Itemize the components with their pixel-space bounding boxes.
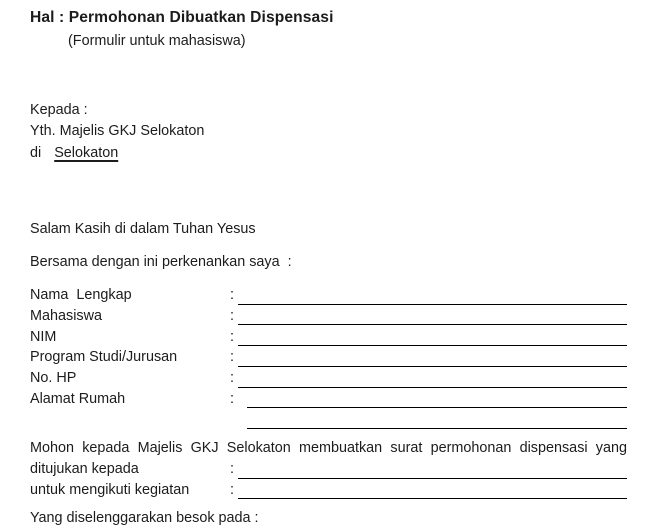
fill-in-line xyxy=(247,391,627,409)
fill-in-line xyxy=(238,329,627,347)
field-row-no-hp xyxy=(30,370,627,391)
field-colon: : xyxy=(230,370,234,387)
fill-in-line xyxy=(238,349,627,367)
field-colon: : xyxy=(230,328,234,345)
field-row-program-studi xyxy=(30,349,627,370)
intro-line: Bersama dengan ini perkenankan saya : xyxy=(30,254,292,270)
field-label: untuk mengikuti kegiatan xyxy=(30,481,190,498)
field-label: Mahasiswa xyxy=(30,307,102,324)
field-row-ditujukan-kepada xyxy=(30,461,627,482)
field-label: Alamat Rumah xyxy=(30,390,126,407)
fill-in-line xyxy=(238,482,627,500)
field-row-mahasiswa xyxy=(30,308,627,329)
field-colon: : xyxy=(230,481,234,498)
recipient-at-label: di xyxy=(30,144,42,161)
recipient-block xyxy=(30,100,204,164)
closing-line: Yang diselenggarakan besok pada : xyxy=(30,510,259,526)
identity-fields-block xyxy=(30,287,627,433)
field-row-alamat-rumah-continuation xyxy=(30,412,627,433)
field-label: Program Studi/Jurusan xyxy=(30,349,178,366)
recipient-salutation: Kepada : xyxy=(30,102,88,118)
field-label: NIM xyxy=(30,328,57,345)
recipient-location-line xyxy=(30,143,204,164)
field-row-untuk-mengikuti-kegiatan xyxy=(30,482,627,503)
subject-subtitle: (Formulir untuk mahasiswa) xyxy=(68,33,246,49)
request-fields-block xyxy=(30,461,627,503)
request-paragraph: Mohon kepada Majelis GKJ Selokaton membuatkan surat permohonan dispensasi yang xyxy=(30,440,627,456)
field-row-nim xyxy=(30,329,627,350)
field-colon: : xyxy=(230,349,234,366)
fill-in-line xyxy=(238,370,627,388)
field-colon: : xyxy=(230,390,234,407)
fill-in-line xyxy=(238,308,627,326)
field-colon: : xyxy=(230,287,234,303)
fill-in-line xyxy=(247,412,627,430)
subject-title: Hal : Permohonan Dibuatkan Dispensasi xyxy=(30,9,334,26)
field-label: ditujukan kepada xyxy=(30,461,139,477)
field-colon: : xyxy=(230,461,234,477)
recipient-at-place: Selokaton xyxy=(54,144,119,161)
field-colon: : xyxy=(230,307,234,324)
fill-in-line xyxy=(238,461,627,479)
greeting-line: Salam Kasih di dalam Tuhan Yesus xyxy=(30,221,256,237)
recipient-addressee: Yth. Majelis GKJ Selokaton xyxy=(30,123,205,140)
field-row-nama-lengkap xyxy=(30,287,627,308)
fill-in-line xyxy=(238,287,627,305)
field-label: No. HP xyxy=(30,370,77,387)
field-label: Nama Lengkap xyxy=(30,287,132,303)
field-row-alamat-rumah xyxy=(30,391,627,412)
